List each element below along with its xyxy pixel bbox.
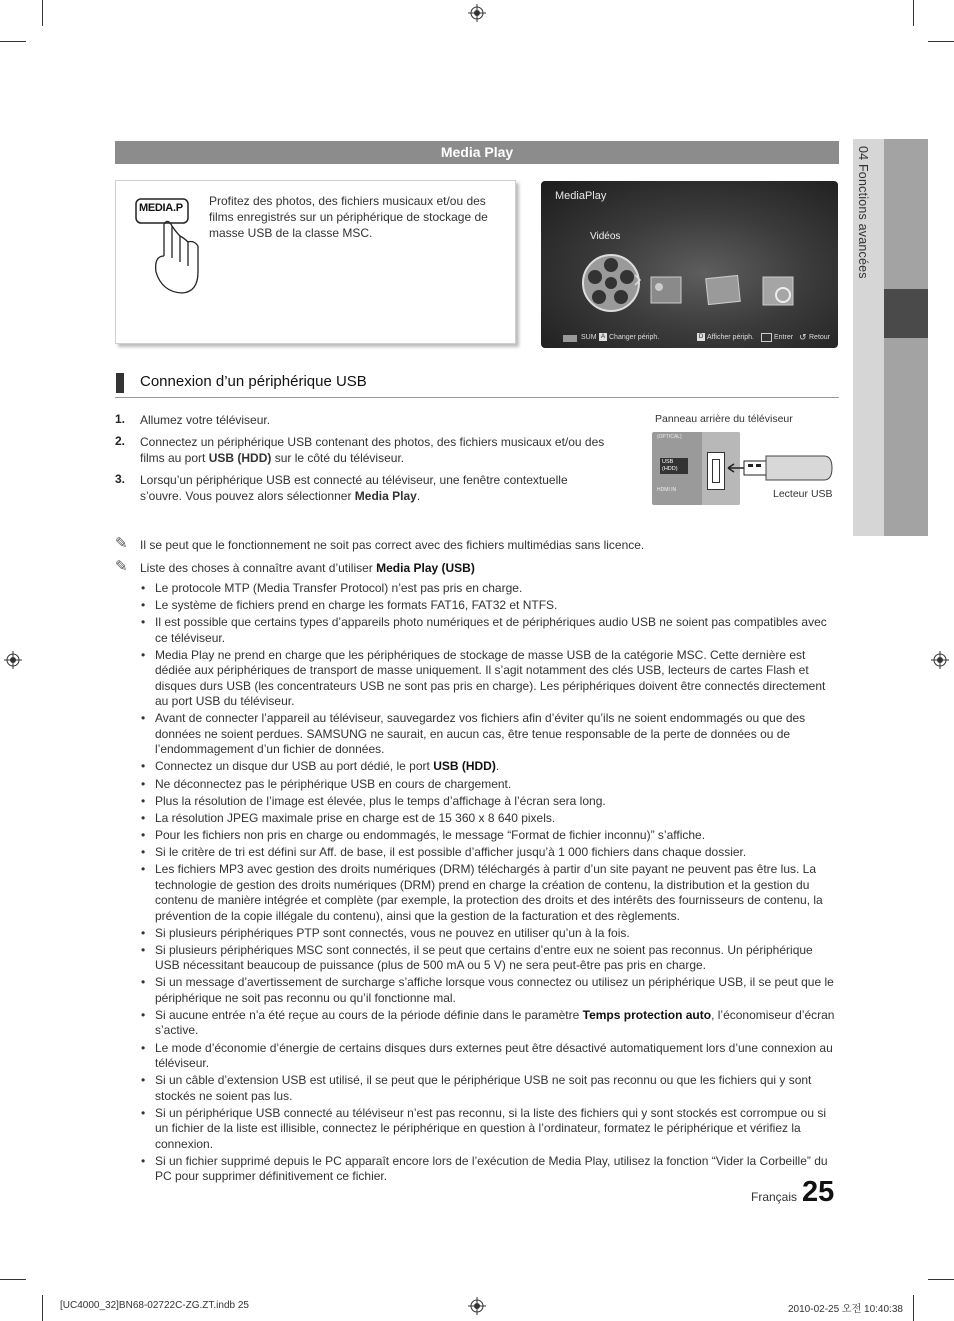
section-header: Media Play xyxy=(115,141,839,164)
bullet-text: Connectez un disque dur USB au port dédié, le port xyxy=(155,759,434,774)
section-title: Connexion d’un périphérique USB xyxy=(140,373,367,390)
step-text-part: . xyxy=(416,489,421,503)
registration-mark-icon xyxy=(4,651,22,669)
crop-mark xyxy=(0,1279,26,1280)
bullet-item xyxy=(140,926,840,942)
step-number: 1. xyxy=(115,412,126,426)
note-text xyxy=(140,561,475,575)
bullet-item xyxy=(140,598,840,614)
language-label: Français xyxy=(751,1190,798,1204)
chapter-tab-block xyxy=(884,139,928,289)
section-divider xyxy=(115,397,839,398)
bullet-item xyxy=(140,1041,840,1072)
bullet-item xyxy=(140,828,840,844)
bullet-text: Si plusieurs périphériques PTP sont connectés, vous ne pouvez en utiliser qu’un à la fois. xyxy=(155,925,630,940)
bullet-item xyxy=(140,794,840,810)
usb-port-label-box xyxy=(660,458,688,474)
return-icon: ↺ xyxy=(799,332,807,342)
registration-mark-icon xyxy=(468,1297,486,1315)
bullet-item xyxy=(140,811,840,827)
bullet-text: Le mode d’économie d’énergie de certains disques durs externes peut être désactivé automatiquement lors d’une connexion au téléviseur. xyxy=(155,1040,833,1070)
note-pencil-icon: ✎ xyxy=(115,535,128,552)
registration-mark-icon xyxy=(931,651,949,669)
footer-show-device: Afficher périph. xyxy=(707,334,754,341)
usb-port-slot xyxy=(712,459,720,483)
bullet-item xyxy=(140,615,840,646)
bullet-item xyxy=(140,845,840,861)
screen-title: MediaPlay xyxy=(555,190,607,202)
step-text-part: Lorsqu’un périphérique USB est connecté au téléviseur, une fenêtre contextuelle s’ouvre. Vous pouvez alors sélectionner xyxy=(140,473,568,503)
footer-change-device: Changer périph. xyxy=(609,334,660,341)
step-text-bold: USB (HDD) xyxy=(208,451,272,465)
step-text-part: Connectez un périphérique USB contenant des photos, des fichiers musicaux et/ou des films au port xyxy=(140,435,605,465)
bullet-item xyxy=(140,711,840,758)
port-label: HDMI IN xyxy=(657,487,677,493)
bullet-text: Le protocole MTP (Media Transfer Protocol) n’est pas pris en charge. xyxy=(155,581,523,595)
bullet-text: , l’économiseur d’écran s’active. xyxy=(155,1007,835,1038)
bullet-item xyxy=(140,759,840,775)
bullet-item xyxy=(140,648,840,710)
chapter-tab-block xyxy=(884,338,928,536)
crop-mark xyxy=(928,1279,954,1280)
bullet-text: Si un câble d’extension USB est utilisé, il se peut que le périphérique USB ne soit pas reconnu ou que les fichiers qui y sont stockés ne soient pas lus. xyxy=(155,1073,812,1103)
bullet-text: Media Play ne prend en charge que les périphériques de stockage de masse USB de la catégorie MSC. Cette dernière est dédiée aux périphériques de transport de masse uniquement. Il s’agit notamment des clés USB, lecteurs de cartes Flash et disques durs USB (les concentrateurs USB ne sont pas pris en charge). Les périphériques doivent être connectés directement au port USB du téléviseur. xyxy=(155,647,826,709)
bullet-item xyxy=(140,581,840,597)
video-reel-icon xyxy=(583,255,639,311)
step-text xyxy=(140,434,610,466)
usb-port xyxy=(707,452,725,490)
settings-icon xyxy=(763,277,793,305)
bullet-text: Si un message d’avertissement de surcharge s’affiche lorsque vous connectez ou utilisez un périphérique USB, il se peut que le périphérique ne soit pas reconnu ou qu’il fonctionne mal. xyxy=(155,975,834,1005)
section-marker xyxy=(116,373,124,393)
bullet-item xyxy=(140,1154,840,1185)
photo-icon xyxy=(651,277,681,303)
port-label: (OPTICAL) xyxy=(657,434,682,440)
bullet-text: Si le critère de tri est défini sur Aff. de base, il est possible d’afficher jusqu’à 1 000 fichiers dans chaque dossier. xyxy=(155,844,747,859)
mediaplay-screen xyxy=(541,181,838,348)
bullet-item xyxy=(140,1008,840,1039)
step-text xyxy=(140,472,610,504)
footer-return: Retour xyxy=(809,334,831,341)
bullet-text: Si plusieurs périphériques MSC sont connectés, il se peut que certains d’entre eux ne soient pas reconnus. Un périphérique USB nécessitant beaucoup de puissance (plus de 500 mA ou 5 V) ne sera peut-être pas pris en charge. xyxy=(155,942,813,973)
note-text-bold: Media Play (USB) xyxy=(376,561,475,575)
bullet-text: Si aucune entrée n’a été reçue au cours de la période définie dans le paramètre xyxy=(155,1007,583,1022)
page-number: 25 xyxy=(802,1176,835,1208)
bullet-item xyxy=(140,943,840,974)
media-p-button-label: MEDIA.P xyxy=(139,202,183,214)
footer-enter: Entrer xyxy=(774,334,794,341)
bullet-text: Le système de fichiers prend en charge les formats FAT16, FAT32 et NTFS. xyxy=(155,598,558,613)
bullet-text: Plus la résolution de l’image est élevée, plus le temps d’affichage à l’écran sera long. xyxy=(155,793,606,808)
bullet-text: Il est possible que certains types d’appareils photo numériques et de périphériques audio USB ne soient pas compatibles avec ce téléviseur. xyxy=(155,615,827,645)
bullet-text: . xyxy=(495,759,500,774)
bullet-text: La résolution JPEG maximale prise en charge est de 15 360 x 8 640 pixels. xyxy=(155,810,556,825)
bullet-text: Si un fichier supprimé depuis le PC apparaît encore lors de l’exécution de Media Play, utilisez la fonction “Vider la Corbeille” du PC pour supprimer définitivement ce fichier. xyxy=(155,1153,828,1184)
note-text: Il se peut que le fonctionnement ne soit pas correct avec des fichiers multimédias sans licence. xyxy=(140,538,645,552)
registration-mark-icon xyxy=(468,4,486,22)
bullet-item xyxy=(140,1073,840,1104)
step-number: 2. xyxy=(115,434,126,448)
crop-mark xyxy=(42,0,43,26)
print-file-info: [UC4000_32]BN68-02722C-ZG.ZT.indb 25 xyxy=(60,1300,249,1311)
bullet-text: Ne déconnectez pas le périphérique USB en cours de chargement. xyxy=(155,776,512,791)
port-label: (HDD) xyxy=(662,466,678,472)
bullet-text: Pour les fichiers non pris en charge ou endommagés, le message “Format de fichier inconnu)” s’affiche. xyxy=(155,827,706,842)
step-text-part: sur le côté du téléviseur. xyxy=(271,451,405,465)
key-d-icon: D xyxy=(698,334,704,340)
bullet-item xyxy=(140,862,840,924)
crop-mark xyxy=(0,41,26,42)
media-icons xyxy=(579,249,838,319)
usb-icon xyxy=(563,335,577,342)
usb-drive-label: Lecteur USB xyxy=(773,488,833,500)
chapter-tab-label: 04 Fonctions avancées xyxy=(856,146,870,279)
step-number: 3. xyxy=(115,472,126,486)
crop-mark xyxy=(913,1295,914,1321)
note-pencil-icon: ✎ xyxy=(115,558,128,575)
key-a-icon: A xyxy=(600,334,605,340)
music-icon xyxy=(706,275,741,304)
crop-mark xyxy=(913,0,914,26)
print-date: 2010-02-25 오전 10:40:38 xyxy=(788,1304,903,1315)
step-text: Allumez votre téléviseur. xyxy=(140,413,271,427)
crop-mark xyxy=(928,41,954,42)
bullet-item xyxy=(140,777,840,793)
enter-icon xyxy=(761,333,772,342)
bullet-item xyxy=(140,1106,840,1153)
step-text-bold: Media Play xyxy=(354,489,417,503)
bullet-text-bold: Temps protection auto xyxy=(582,1007,712,1022)
footer-sum: SUM xyxy=(581,334,597,341)
bullet-text: Avant de connecter l’appareil au téléviseur, sauvegardez vos fichiers afin d’éviter qu’ils ne soient endommagés ou que des données ne soient perdues. SAMSUNG ne saurait, en aucun cas, être tenue responsable de la perte de données ou de l’endommagement d’un fichier de données. xyxy=(155,711,806,757)
screen-selected-item: Vidéos xyxy=(590,231,621,242)
port-label: USB xyxy=(662,459,674,465)
bullet-text: Les fichiers MP3 avec gestion des droits numériques (DRM) téléchargés à partir d’un site payant ne peuvent pas être lus. La technologie de gestion des droits numériques (DRM) prend en charge la création de contenu, la distribution et la gestion du contenu de manière intégrée et complète (par exemple, la protection des droits et des intérêts des fournisseurs de contenu, la prévention de la copie illégale du contenu), ainsi que la gestion de la facturation et des règlements. xyxy=(155,862,823,923)
note-text-part: Liste des choses à connaître avant d’utiliser xyxy=(140,561,377,575)
crop-mark xyxy=(42,1295,43,1321)
bullet-text-bold: USB (HDD) xyxy=(433,759,496,774)
chapter-tab-active xyxy=(884,289,928,338)
tv-panel-label: Panneau arrière du téléviseur xyxy=(655,413,793,425)
bullet-item xyxy=(140,975,840,1006)
screen-footer xyxy=(541,328,838,348)
intro-text: Profitez des photos, des fichiers musicaux et/ou des films enregistrés sur un périphérique de stockage de masse USB de la classe MSC. xyxy=(209,194,488,240)
bullet-text: Si un périphérique USB connecté au téléviseur n’est pas reconnu, si la liste des fichiers qui y sont stockés est corrompue ou si un fichier de la liste est illisible, connectez le périphérique en question à l’ordinateur, formatez le périphérique et vérifiez la connexion. xyxy=(155,1105,827,1151)
usb-drive-icon xyxy=(724,450,836,486)
bullet-list xyxy=(140,581,840,1186)
